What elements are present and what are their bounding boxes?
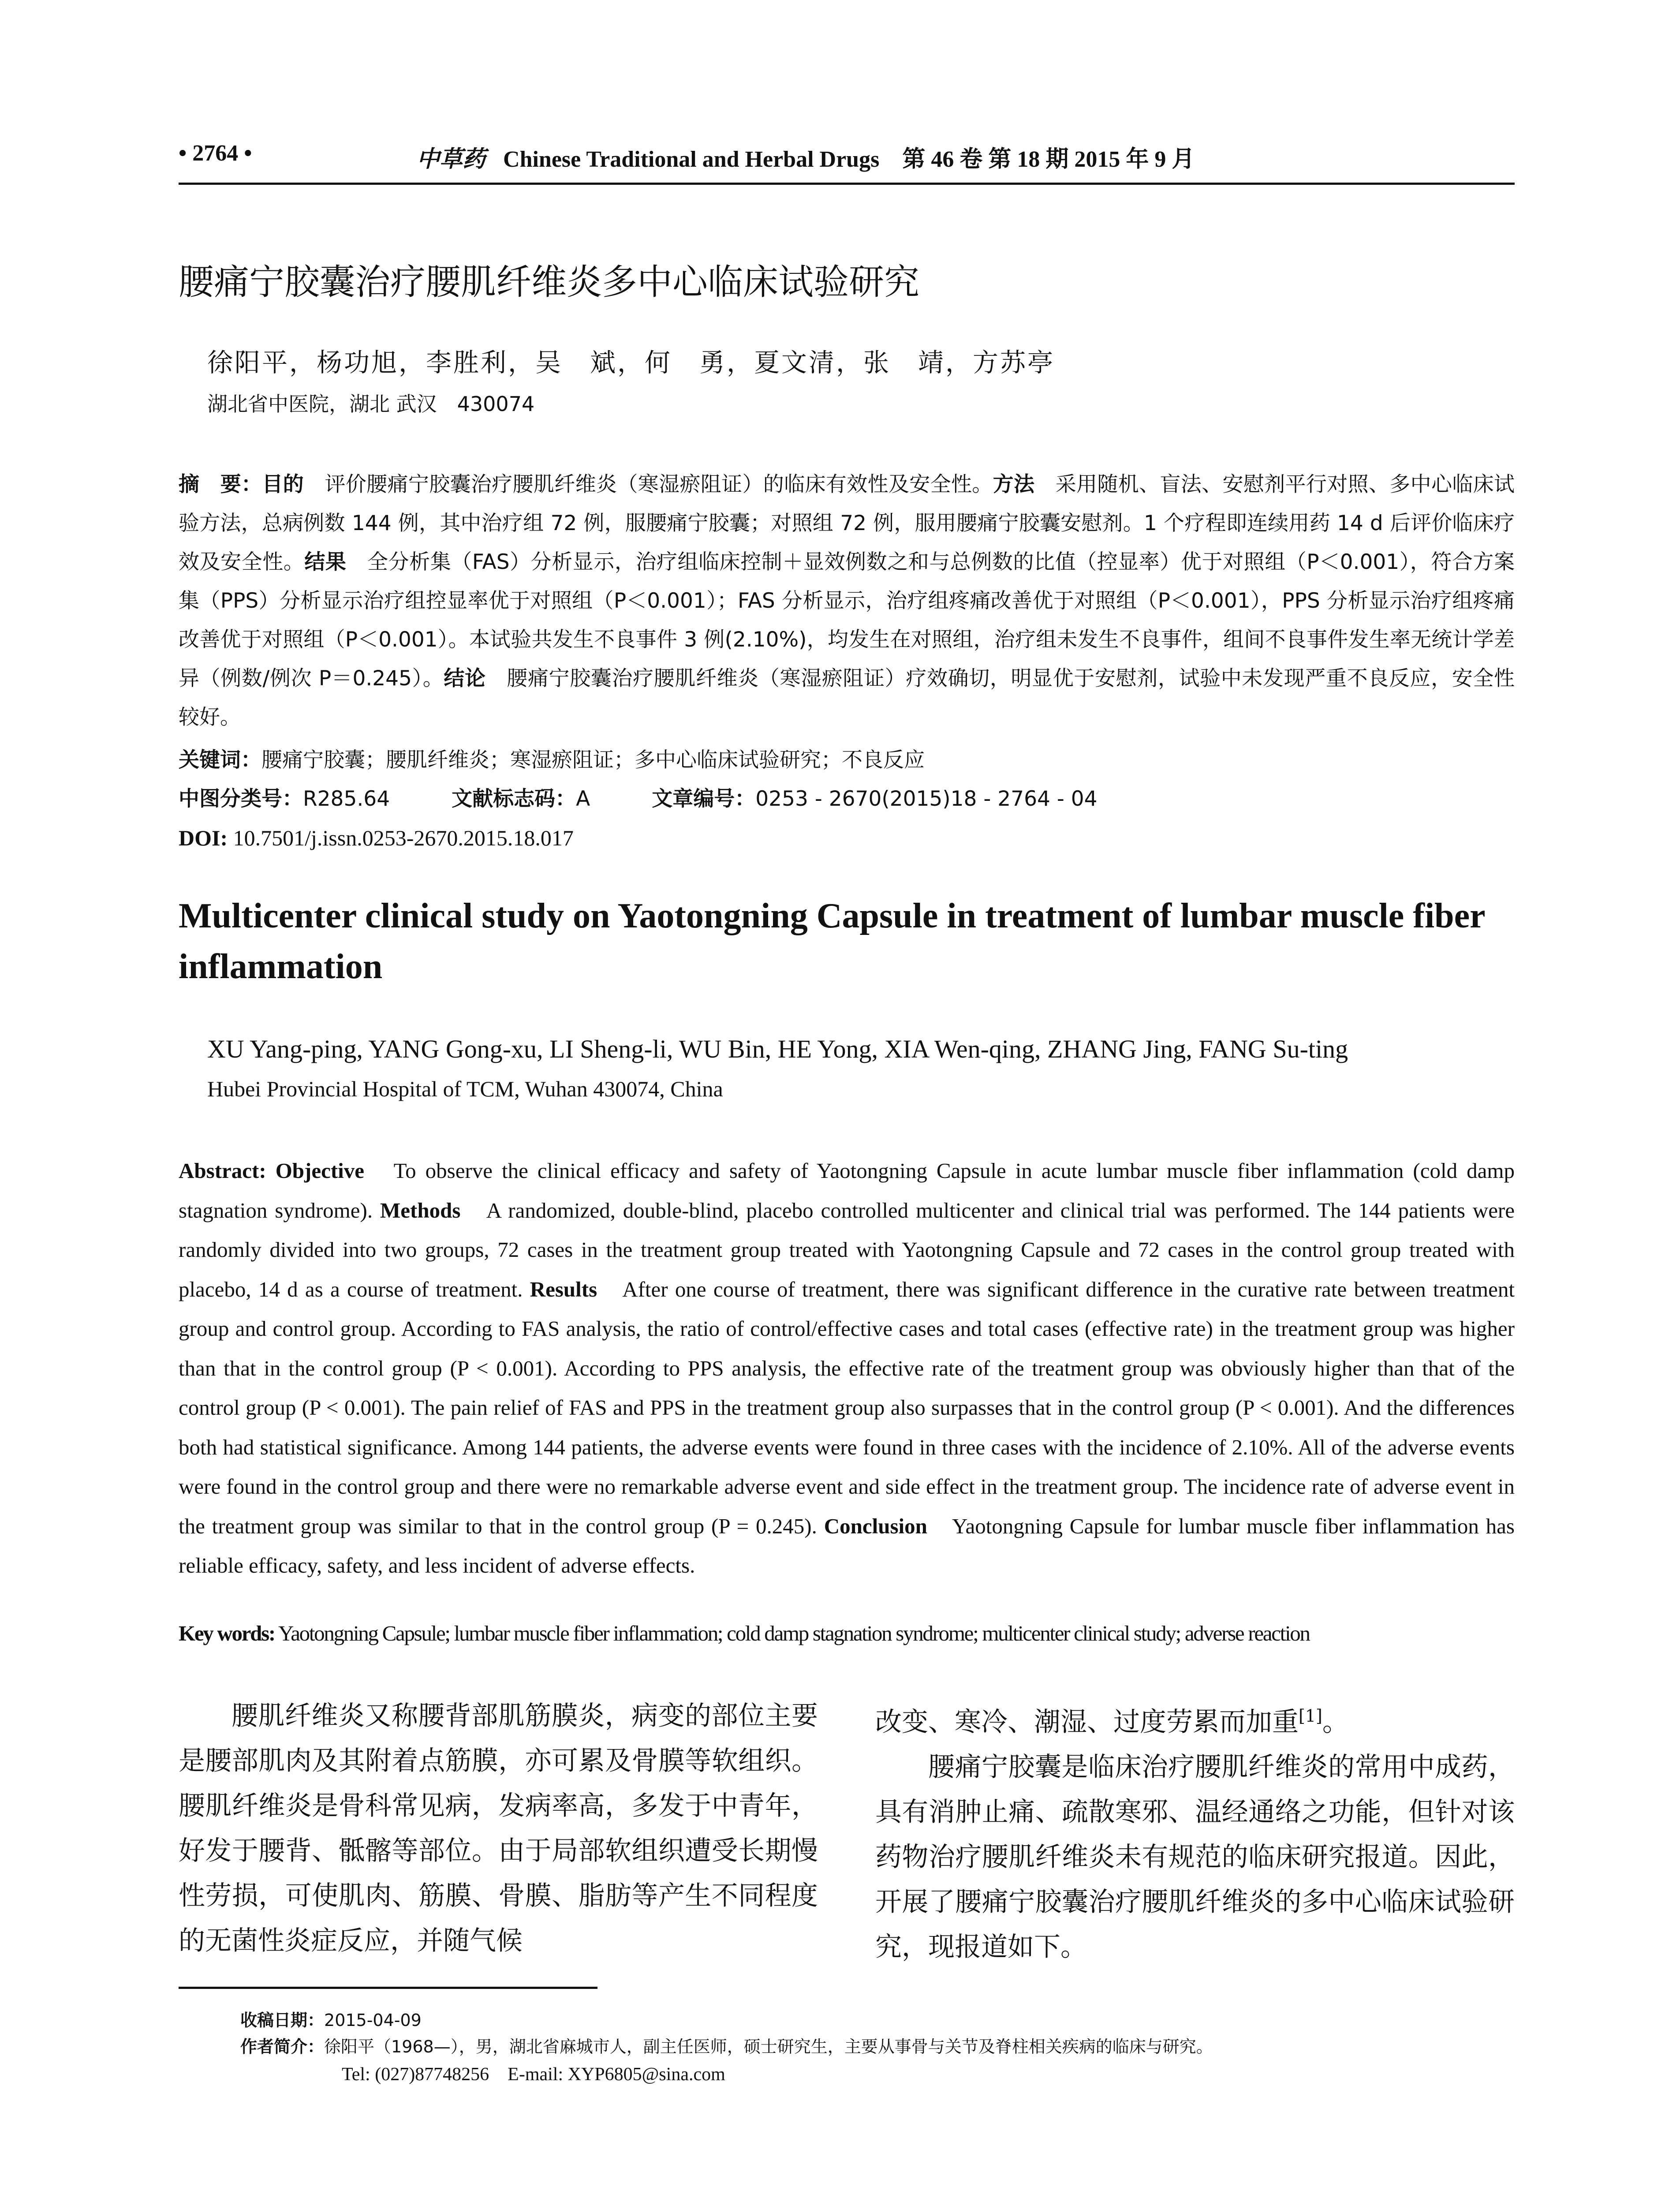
author-label: 作者简介：: [240, 2037, 325, 2056]
en-keywords-label: Key words:: [179, 1621, 275, 1645]
english-abstract: [179, 1151, 1515, 1585]
english-title: Multicenter clinical study on Yaotongning Capsule in treatment of lumbar muscle fiber inflammation: [179, 897, 1485, 986]
footnote-author: [240, 2033, 1213, 2057]
continued-end: 。: [1322, 1707, 1349, 1738]
methods-label: 方法: [993, 472, 1035, 497]
received-label: 收稿日期：: [240, 2011, 325, 2030]
classification-line: [179, 780, 1515, 818]
doccode-value: A: [576, 787, 590, 811]
objective-label: 目的: [262, 472, 304, 497]
en-methods-text: A randomized, double-blind, placebo controlled multicenter and clinical trial was performed. The 144 patients were randomly divided into two groups, 72 cases in the treatment group treated with Yaotongning Capsule and 72 cases in the control group treated with placebo, 14 d as a course of treatment.: [179, 1198, 1515, 1301]
doi-label: DOI:: [179, 826, 228, 850]
conclusion-label: 结论: [444, 666, 486, 691]
body-paragraph: 腰痛宁胶囊是临床治疗腰肌纤维炎的常用中成药，具有消肿止痛、疏散寒邪、温经通络之功能，但针对该药物治疗腰肌纤维炎未有规范的临床研究报道。因此，开展了腰痛宁胶囊治疗腰肌纤维炎的多中心临床试验研究，现报道如下。: [875, 1752, 1515, 1962]
running-header: [179, 140, 1515, 185]
en-methods-label: Methods: [380, 1198, 461, 1222]
article-no-value: 0253 - 2670(2015)18 - 2764 - 04: [755, 787, 1098, 811]
doi-value[interactable]: 10.7501/j.issn.0253-2670.2015.18.017: [233, 826, 574, 850]
citation-ref[interactable]: [1]: [1299, 1706, 1322, 1726]
journal-info: [417, 140, 1195, 173]
abstract-label: 摘 要：: [179, 472, 262, 497]
en-objective-text: To observe the clinical efficacy and safety of Yaotongning Capsule in acute lumbar muscle fiber inflammation (cold damp stagnation syndrome).: [179, 1159, 1515, 1222]
received-date: 2015-04-09: [324, 2011, 422, 2030]
journal-name-cn: 中草药: [417, 146, 486, 172]
english-affiliation: Hubei Provincial Hospital of TCM, Wuhan 430074, China: [207, 1076, 723, 1101]
keywords-label: 关键词：: [179, 748, 261, 772]
footnote-contact: Tel: (027)87748256 E-mail: XYP6805@sina.com: [342, 2064, 725, 2085]
clc-value: R285.64: [303, 787, 390, 811]
doccode-label: 文献标志码：: [452, 787, 576, 811]
continued-text: 改变、寒冷、潮湿、过度劳累而加重: [875, 1707, 1299, 1738]
en-objective-label: Objective: [275, 1159, 365, 1183]
conclusion-text: 腰痛宁胶囊治疗腰肌纤维炎（寒湿瘀阻证）疗效确切，明显优于安慰剂，试验中未发现严重不良反应，安全性较好。: [179, 666, 1515, 729]
en-keywords-text: Yaotongning Capsule; lumbar muscle fiber inflammation; cold damp stagnation syndrome; multicenter clinical study; adverse reaction: [278, 1621, 1310, 1645]
chinese-title: 腰痛宁胶囊治疗腰肌纤维炎多中心临床试验研究: [179, 262, 919, 303]
english-authors: XU Yang-ping, YANG Gong-xu, LI Sheng-li, WU Bin, HE Yong, XIA Wen-qing, ZHANG Jing, FANG Su-ting: [207, 1035, 1348, 1063]
english-keywords: [179, 1621, 1310, 1646]
body-column-left: [179, 1693, 818, 1963]
article-no-label: 文章编号：: [652, 787, 756, 811]
doi-line: [179, 818, 1515, 857]
en-abstract-label: Abstract:: [179, 1159, 266, 1183]
journal-issue: Chinese Traditional and Herbal Drugs 第 46 卷 第 18 期 2015 年 9 月: [503, 147, 1195, 172]
footnote-rule: [179, 1987, 597, 1989]
results-label: 结果: [304, 550, 347, 574]
keywords-text: 腰痛宁胶囊；腰肌纤维炎；寒湿瘀阻证；多中心临床试验研究；不良反应: [261, 748, 925, 772]
author-bio: 徐阳平（1968—），男，湖北省麻城市人，副主任医师，硕士研究生，主要从事骨与关节及脊柱相关疾病的临床与研究。: [324, 2037, 1213, 2056]
en-results-text: After one course of treatment, there was significant difference in the curative rate between treatment group and control group. According to FAS analysis, the ratio of control/effective cases and total cases (effective rate) in the treatment group was higher than that in the control group (P < 0.001). According to PPS analysis, the effective rate of the treatment group was obviously higher than that of the control group (P < 0.001). The pain relief of FAS and PPS in the treatment group also surpasses that in the control group (P < 0.001). And the differences both had statistical significance. Among 144 patients, the adverse events were found in three cases with the incidence of 2.10%. All of the adverse events were found in the control group and there were no remarkable adverse event and side effect in the treatment group. The incidence rate of adverse event in the treatment group was similar to that in the control group (P = 0.245).: [179, 1277, 1515, 1538]
clc-label: 中图分类号：: [179, 787, 303, 811]
body-paragraph-continued: [875, 1693, 1515, 1745]
methods-text: 采用随机、盲法、安慰剂平行对照、多中心临床试验方法，总病例数 144 例，其中治疗组 72 例，服腰痛宁胶囊；对照组 72 例，服用腰痛宁胶囊安慰剂。1 个疗程即连续用药 14 d 后评价临床疗效及安全性。: [179, 472, 1515, 574]
en-results-label: Results: [530, 1277, 597, 1301]
results-text: 全分析集（FAS）分析显示，治疗组临床控制＋显效例数之和与总例数的比值（控显率）优于对照组（P＜0.001），符合方案集（PPS）分析显示治疗组控显率优于对照组（P＜0.001）；FAS 分析显示，治疗组疼痛改善优于对照组（P＜0.001），PPS 分析显示治疗组疼痛改善优于对照组（P＜0.001）。本试验共发生不良事件 3 例(2.10%)，均发生在对照组，治疗组未发生不良事件，组间不良事件发生率无统计学差异（例数/例次 P＝0.245）。: [179, 550, 1515, 691]
page-number: • 2764 •: [179, 141, 252, 166]
body-column-right: [875, 1693, 1515, 1970]
objective-text: 评价腰痛宁胶囊治疗腰肌纤维炎（寒湿瘀阻证）的临床有效性及安全性。: [325, 472, 993, 497]
body-paragraph: 腰肌纤维炎又称腰背部肌筋膜炎，病变的部位主要是腰部肌肉及其附着点筋膜，亦可累及骨膜等软组织。腰肌纤维炎是骨科常见病，发病率高，多发于中青年，好发于腰背、骶髂等部位。由于局部软组织遭受长期慢性劳损，可使肌肉、筋膜、骨膜、脂肪等产生不同程度的无菌性炎症反应，并随气候: [179, 1700, 818, 1956]
chinese-authors: 徐阳平，杨功旭，李胜利，吴 斌，何 勇，夏文清，张 靖，方苏亭: [207, 348, 1055, 377]
footnote-received: [240, 2007, 422, 2031]
en-conclusion-text: Yaotongning Capsule for lumbar muscle fiber inflammation has reliable efficacy, safety, and less incident of adverse effects.: [179, 1514, 1515, 1577]
en-conclusion-label: Conclusion: [824, 1514, 927, 1538]
chinese-affiliation: 湖北省中医院，湖北 武汉 430074: [207, 392, 535, 416]
chinese-keywords: [179, 741, 1515, 780]
chinese-abstract: [179, 465, 1515, 737]
